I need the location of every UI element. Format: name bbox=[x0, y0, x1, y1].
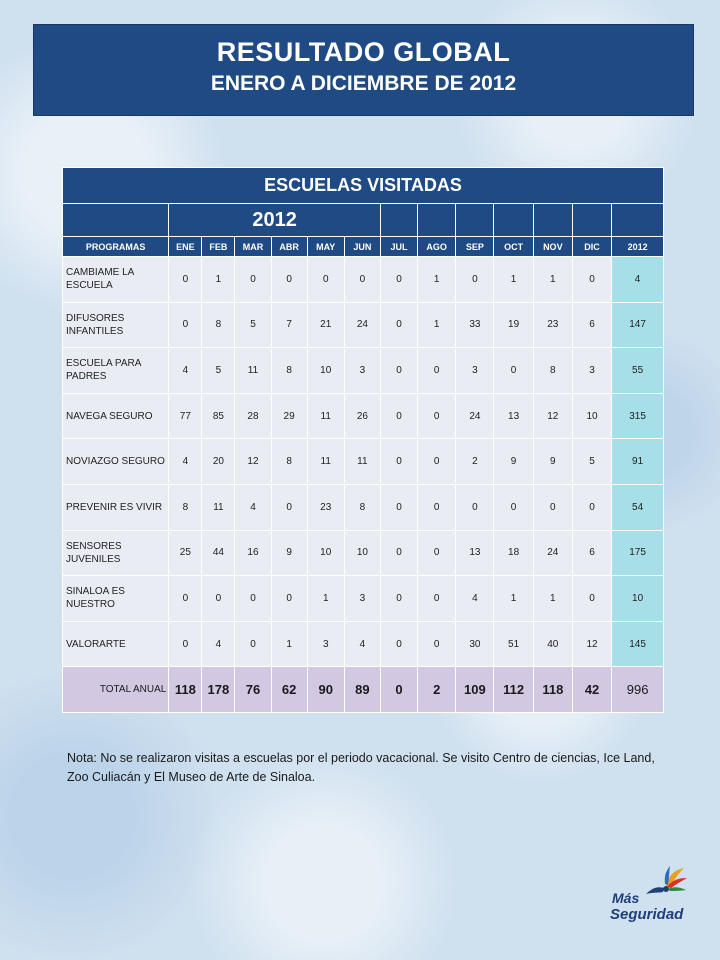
program-name: SENSORES JUVENILES bbox=[63, 530, 169, 576]
month-value: 0 bbox=[271, 257, 307, 303]
program-name: ESCUELA PARA PADRES bbox=[63, 348, 169, 394]
month-value: 9 bbox=[533, 439, 572, 485]
month-header-sep: SEP bbox=[456, 237, 494, 257]
month-total: 0 bbox=[380, 667, 417, 713]
month-value: 0 bbox=[380, 576, 417, 622]
month-header-ago: AGO bbox=[418, 237, 456, 257]
month-value: 28 bbox=[235, 393, 271, 439]
month-value: 8 bbox=[271, 348, 307, 394]
month-value: 0 bbox=[456, 257, 494, 303]
month-value: 11 bbox=[307, 393, 344, 439]
month-value: 4 bbox=[169, 348, 202, 394]
month-value: 12 bbox=[533, 393, 572, 439]
month-value: 0 bbox=[271, 576, 307, 622]
month-header-dic: DIC bbox=[572, 237, 611, 257]
table-title: ESCUELAS VISITADAS bbox=[63, 168, 664, 204]
year-row-cell bbox=[612, 204, 664, 237]
program-year-total: 4 bbox=[612, 257, 664, 303]
month-value: 0 bbox=[235, 576, 271, 622]
year-row-cell bbox=[494, 204, 533, 237]
month-value: 3 bbox=[344, 576, 380, 622]
month-value: 0 bbox=[380, 302, 417, 348]
program-year-total: 147 bbox=[612, 302, 664, 348]
month-value: 0 bbox=[418, 439, 456, 485]
month-value: 23 bbox=[307, 484, 344, 530]
month-header-mar: MAR bbox=[235, 237, 271, 257]
month-value: 8 bbox=[344, 484, 380, 530]
month-value: 0 bbox=[572, 576, 611, 622]
month-header-may: MAY bbox=[307, 237, 344, 257]
grand-total: 996 bbox=[612, 667, 664, 713]
month-header-jul: JUL bbox=[380, 237, 417, 257]
program-year-total: 55 bbox=[612, 348, 664, 394]
month-value: 0 bbox=[494, 484, 533, 530]
programs-header: PROGRAMAS bbox=[63, 237, 169, 257]
month-value: 0 bbox=[380, 439, 417, 485]
month-value: 6 bbox=[572, 530, 611, 576]
month-value: 1 bbox=[418, 257, 456, 303]
month-value: 30 bbox=[456, 621, 494, 667]
month-value: 0 bbox=[418, 530, 456, 576]
year-row-cell bbox=[572, 204, 611, 237]
month-value: 12 bbox=[235, 439, 271, 485]
month-value: 0 bbox=[380, 484, 417, 530]
month-value: 18 bbox=[494, 530, 533, 576]
month-total: 90 bbox=[307, 667, 344, 713]
table-row bbox=[63, 302, 664, 348]
year-row bbox=[63, 204, 664, 237]
month-value: 13 bbox=[494, 393, 533, 439]
month-value: 0 bbox=[235, 257, 271, 303]
month-value: 0 bbox=[202, 576, 235, 622]
month-total: 62 bbox=[271, 667, 307, 713]
table-row bbox=[63, 576, 664, 622]
program-name: VALORARTE bbox=[63, 621, 169, 667]
month-value: 21 bbox=[307, 302, 344, 348]
month-value: 4 bbox=[202, 621, 235, 667]
month-value: 10 bbox=[344, 530, 380, 576]
month-value: 11 bbox=[344, 439, 380, 485]
month-value: 9 bbox=[494, 439, 533, 485]
title-banner bbox=[33, 24, 694, 116]
month-value: 8 bbox=[169, 484, 202, 530]
program-name: SINALOA ES NUESTRO bbox=[63, 576, 169, 622]
month-value: 11 bbox=[235, 348, 271, 394]
table-row bbox=[63, 393, 664, 439]
year-row-spacer bbox=[63, 204, 169, 237]
month-value: 0 bbox=[418, 393, 456, 439]
month-value: 1 bbox=[307, 576, 344, 622]
month-header-oct: OCT bbox=[494, 237, 533, 257]
month-value: 24 bbox=[533, 530, 572, 576]
logo-text-seguridad: Seguridad bbox=[610, 906, 684, 923]
month-value: 10 bbox=[307, 530, 344, 576]
program-year-total: 175 bbox=[612, 530, 664, 576]
month-value: 0 bbox=[169, 576, 202, 622]
month-value: 26 bbox=[344, 393, 380, 439]
month-value: 29 bbox=[271, 393, 307, 439]
month-value: 8 bbox=[533, 348, 572, 394]
month-value: 9 bbox=[271, 530, 307, 576]
month-value: 4 bbox=[235, 484, 271, 530]
year-row-cell bbox=[418, 204, 456, 237]
month-value: 0 bbox=[169, 621, 202, 667]
month-value: 4 bbox=[344, 621, 380, 667]
program-year-total: 145 bbox=[612, 621, 664, 667]
month-value: 3 bbox=[344, 348, 380, 394]
mas-seguridad-logo bbox=[608, 866, 692, 930]
program-year-total: 315 bbox=[612, 393, 664, 439]
month-value: 0 bbox=[456, 484, 494, 530]
month-value: 4 bbox=[169, 439, 202, 485]
table-row bbox=[63, 530, 664, 576]
program-year-total: 91 bbox=[612, 439, 664, 485]
month-value: 19 bbox=[494, 302, 533, 348]
table-title-row bbox=[63, 168, 664, 204]
year-row-cell bbox=[380, 204, 417, 237]
month-value: 24 bbox=[456, 393, 494, 439]
month-value: 8 bbox=[271, 439, 307, 485]
month-value: 0 bbox=[380, 348, 417, 394]
program-name: CAMBIAME LA ESCUELA bbox=[63, 257, 169, 303]
table-row bbox=[63, 348, 664, 394]
month-total: 109 bbox=[456, 667, 494, 713]
month-header-ene: ENE bbox=[169, 237, 202, 257]
table-row bbox=[63, 439, 664, 485]
month-total: 118 bbox=[169, 667, 202, 713]
month-total: 178 bbox=[202, 667, 235, 713]
month-value: 7 bbox=[271, 302, 307, 348]
month-value: 85 bbox=[202, 393, 235, 439]
month-value: 0 bbox=[235, 621, 271, 667]
year-row-cell bbox=[456, 204, 494, 237]
month-value: 1 bbox=[271, 621, 307, 667]
month-value: 1 bbox=[418, 302, 456, 348]
program-name: NAVEGA SEGURO bbox=[63, 393, 169, 439]
program-name: DIFUSORES INFANTILES bbox=[63, 302, 169, 348]
table-row bbox=[63, 257, 664, 303]
month-value: 0 bbox=[169, 257, 202, 303]
annual-total-row bbox=[63, 667, 664, 713]
months-header-row bbox=[63, 237, 664, 257]
month-value: 11 bbox=[307, 439, 344, 485]
month-value: 3 bbox=[456, 348, 494, 394]
month-value: 2 bbox=[456, 439, 494, 485]
month-value: 0 bbox=[271, 484, 307, 530]
month-value: 0 bbox=[418, 621, 456, 667]
month-total: 112 bbox=[494, 667, 533, 713]
logo-text-mas: Más bbox=[612, 890, 640, 906]
month-value: 13 bbox=[456, 530, 494, 576]
month-value: 0 bbox=[380, 621, 417, 667]
month-total: 76 bbox=[235, 667, 271, 713]
month-header-feb: FEB bbox=[202, 237, 235, 257]
year-heading: 2012 bbox=[169, 204, 381, 237]
month-value: 4 bbox=[456, 576, 494, 622]
month-value: 20 bbox=[202, 439, 235, 485]
month-value: 0 bbox=[380, 257, 417, 303]
month-value: 0 bbox=[344, 257, 380, 303]
year-total-header: 2012 bbox=[612, 237, 664, 257]
month-value: 33 bbox=[456, 302, 494, 348]
month-value: 3 bbox=[572, 348, 611, 394]
results-table bbox=[62, 167, 664, 713]
month-value: 11 bbox=[202, 484, 235, 530]
month-value: 1 bbox=[533, 576, 572, 622]
month-total: 2 bbox=[418, 667, 456, 713]
table-row bbox=[63, 484, 664, 530]
month-value: 0 bbox=[307, 257, 344, 303]
month-value: 24 bbox=[344, 302, 380, 348]
month-value: 5 bbox=[235, 302, 271, 348]
program-name: NOVIAZGO SEGURO bbox=[63, 439, 169, 485]
annual-total-label: TOTAL ANUAL bbox=[63, 667, 169, 713]
month-value: 1 bbox=[202, 257, 235, 303]
month-value: 0 bbox=[380, 530, 417, 576]
month-value: 0 bbox=[533, 484, 572, 530]
month-value: 0 bbox=[418, 576, 456, 622]
month-value: 10 bbox=[572, 393, 611, 439]
month-value: 10 bbox=[307, 348, 344, 394]
program-year-total: 54 bbox=[612, 484, 664, 530]
year-row-cell bbox=[533, 204, 572, 237]
month-value: 1 bbox=[494, 576, 533, 622]
month-value: 0 bbox=[380, 393, 417, 439]
month-header-jun: JUN bbox=[344, 237, 380, 257]
month-value: 1 bbox=[494, 257, 533, 303]
month-value: 5 bbox=[572, 439, 611, 485]
month-value: 12 bbox=[572, 621, 611, 667]
month-value: 0 bbox=[494, 348, 533, 394]
month-value: 5 bbox=[202, 348, 235, 394]
month-value: 44 bbox=[202, 530, 235, 576]
page-title: RESULTADO GLOBAL bbox=[216, 37, 511, 67]
hummingbird-icon bbox=[644, 866, 688, 906]
month-total: 89 bbox=[344, 667, 380, 713]
month-value: 51 bbox=[494, 621, 533, 667]
month-value: 25 bbox=[169, 530, 202, 576]
program-year-total: 10 bbox=[612, 576, 664, 622]
table-row bbox=[63, 621, 664, 667]
month-value: 77 bbox=[169, 393, 202, 439]
month-value: 1 bbox=[533, 257, 572, 303]
month-value: 40 bbox=[533, 621, 572, 667]
page-subtitle: ENERO A DICIEMBRE DE 2012 bbox=[210, 72, 517, 95]
month-value: 0 bbox=[572, 257, 611, 303]
month-value: 0 bbox=[572, 484, 611, 530]
month-total: 42 bbox=[572, 667, 611, 713]
program-name: PREVENIR ES VIVIR bbox=[63, 484, 169, 530]
month-value: 23 bbox=[533, 302, 572, 348]
month-value: 0 bbox=[418, 484, 456, 530]
month-value: 8 bbox=[202, 302, 235, 348]
month-header-nov: NOV bbox=[533, 237, 572, 257]
month-value: 3 bbox=[307, 621, 344, 667]
month-value: 0 bbox=[169, 302, 202, 348]
month-header-abr: ABR bbox=[271, 237, 307, 257]
footnote: Nota: No se realizaron visitas a escuelas por el periodo vacacional. Se visito Centro de ciencias, Ice Land, Zoo Culiacán y El Museo de Arte de Sinaloa. bbox=[67, 751, 655, 785]
month-total: 118 bbox=[533, 667, 572, 713]
month-value: 16 bbox=[235, 530, 271, 576]
month-value: 6 bbox=[572, 302, 611, 348]
month-value: 0 bbox=[418, 348, 456, 394]
